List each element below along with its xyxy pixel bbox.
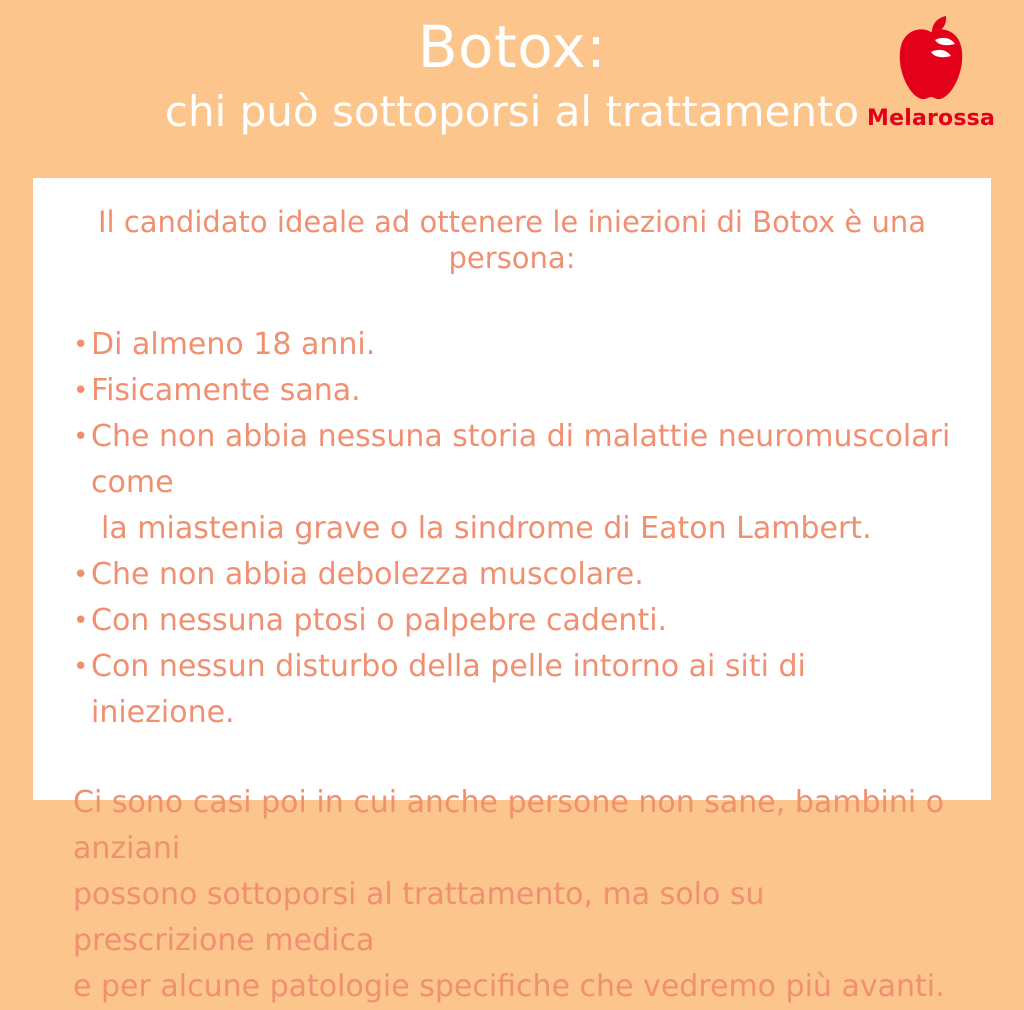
list-item — [73, 598, 951, 644]
list-item-text — [91, 644, 951, 736]
list-item — [73, 644, 951, 736]
list-item-line2: la miastenia grave o la sindrome di Eaton Lambert. — [101, 511, 872, 546]
list-item-text — [91, 598, 951, 644]
list-item-line1: Con nessuna ptosi o palpebre cadenti. — [91, 603, 668, 638]
bullet-marker: • — [73, 422, 89, 452]
bullet-marker: • — [73, 560, 89, 590]
list-item-line1: Fisicamente sana. — [91, 373, 361, 408]
criteria-list — [73, 322, 951, 736]
brand-logo — [866, 16, 996, 131]
intro-text: Il candidato ideale ad ottenere le iniezioni di Botox è una persona: — [97, 205, 927, 275]
list-item-text — [91, 414, 951, 552]
bullet-marker: • — [73, 606, 89, 636]
closing-line: e per alcune patologie specifiche che vedremo più avanti. — [73, 969, 945, 1004]
list-item-line1: Con nessun disturbo della pelle intorno ai siti di iniezione. — [91, 649, 806, 730]
list-item-text — [91, 368, 951, 414]
content-card — [33, 178, 991, 1004]
apple-icon — [891, 16, 971, 104]
bullet-marker: • — [73, 652, 89, 682]
closing-line: Ci sono casi poi in cui anche persone non sane, bambini o anziani — [73, 785, 945, 866]
list-item — [73, 414, 951, 552]
list-item-line1: Di almeno 18 anni. — [91, 327, 376, 362]
page-title: Botox: — [417, 13, 607, 81]
page-subtitle: chi può sottoporsi al trattamento — [164, 87, 860, 136]
brand-name: Melarossa — [867, 106, 995, 131]
closing-paragraph — [73, 780, 951, 1010]
bullet-marker: • — [73, 376, 89, 406]
list-item-line1: Che non abbia nessuna storia di malattie neuromuscolari come — [91, 419, 951, 500]
poster-header — [0, 0, 1024, 178]
list-item — [73, 368, 951, 414]
list-item-text — [91, 322, 951, 368]
list-item — [73, 322, 951, 368]
bullet-marker: • — [73, 330, 89, 360]
closing-line: possono sottoporsi al trattamento, ma solo su prescrizione medica — [73, 877, 765, 958]
list-item-line1: Che non abbia debolezza muscolare. — [91, 557, 644, 592]
list-item-text — [91, 552, 951, 598]
list-item — [73, 552, 951, 598]
